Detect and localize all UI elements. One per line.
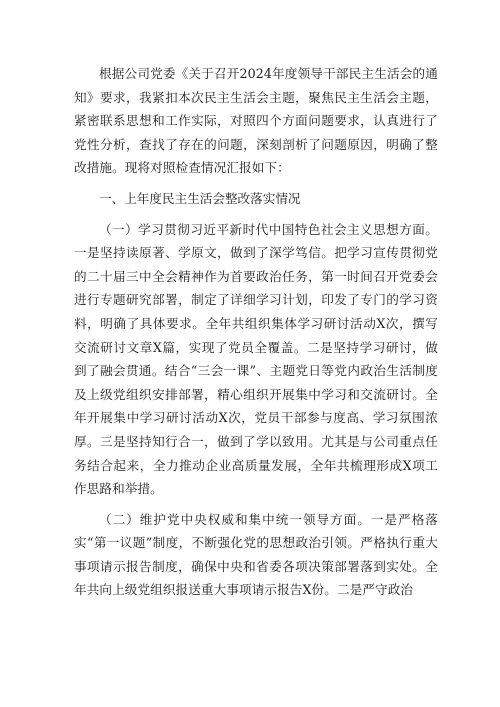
item-1-paragraph: （一）学习贯彻习近平新时代中国特色社会主义思想方面。一是坚持读原著、学原文，做到了深学笃信。把学习宣传贯彻党的二十届三中全会精神作为首要政治任务，第一时间召开党委会进行专题研究部署，制定了详细学习计划，印发了专门的学习资料，明确了具体要求。全年共组织集体学习研讨活动X次，撰写交流研讨文章X篇，实现了党员全覆盖。二是坚持学习研讨，做到了融会贯通。结合“三会一课”、主题党日等党内政治生活制度及上级党组织安排部署，精心组织开展集中学习和交流研讨。全年开展集中学习研讨活动X次，党员干部参与度高、学习氛围浓厚。三是坚持知行合一，做到了学以致用。尤其是与公司重点任务结合起来，全力推动企业高质量发展，全年共梳理形成X项工作思路和举措。 (74, 221, 438, 497)
paragraph-gap (74, 180, 438, 187)
section-heading: 一、上年度民主生活会整改落实情况 (99, 190, 301, 206)
item-2-paragraph: （二）维护党中央权威和集中统一领导方面。一是严格落实“第一议题”制度，不断强化党的思想政治引领。严格执行重大事项请示报告制度，确保中央和省委各项决策部署落到实处。全年共向上级党组织报送重大事项请示报告X份。二是严守政治 (74, 511, 438, 598)
intro-paragraph: 根据公司党委《关于召开2024年度领导干部民主生活会的通知》要求，我紧扣本次民主生活会主题，聚焦民主生活会主题，紧密联系思想和工作实际，对照四个方面问题要求，认真进行了党性分析，查找了存在的问题，深刻剖析了问题原因，明确了整改措施。现将对照检查情况汇报如下： (74, 66, 438, 176)
paragraph-gap (74, 211, 438, 218)
paragraph-gap (74, 501, 438, 508)
